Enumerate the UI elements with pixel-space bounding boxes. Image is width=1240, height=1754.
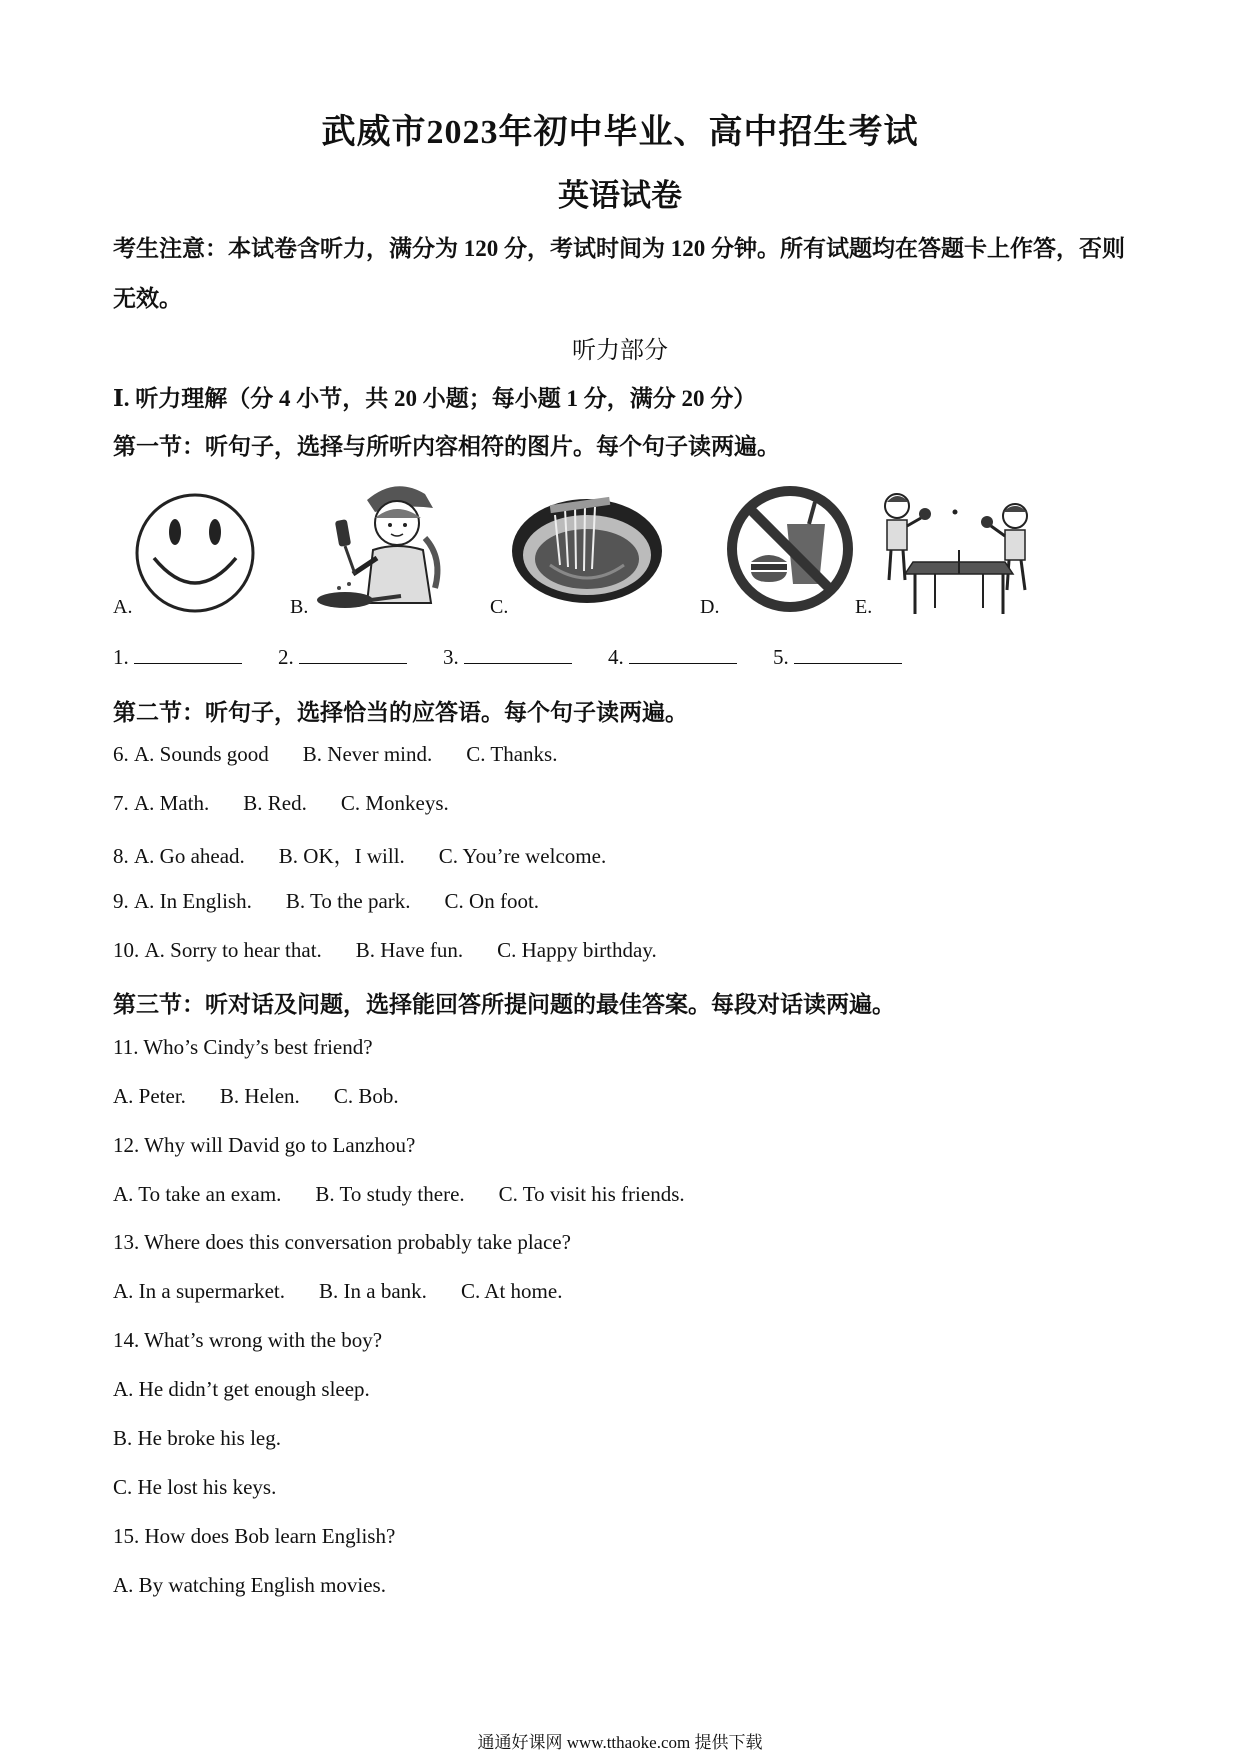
exam-title: 武威市2023年初中毕业、高中招生考试 [321,114,919,151]
question-15-option-a: A. By watching English movies. [113,1573,386,1597]
question-12-options: A. To take an exam. B. To study there. C. To visit his friends. [113,1182,685,1206]
question-14-option-b: B. He broke his leg. [113,1426,281,1450]
picture-label-a: A. [113,596,133,618]
question-7: 7. A. Math. B. Red. C. Monkeys. [113,791,449,815]
question-14: 14. What’s wrong with the boy? [113,1328,383,1352]
table-tennis-icon [875,490,1035,622]
question-13: 13. Where does this conversation probably take place? [113,1230,571,1254]
exam-notice: 考生注意：本试卷含听力，满分为 120 分，考试时间为 120 分钟。所有试题均在答题卡上作答，否则无效。 [113,236,1125,311]
section2-heading: 第二节：听句子，选择恰当的应答语。每个句子读两遍。 [113,700,688,725]
no-food-drink-icon [725,484,855,614]
picture-label-c: C. [490,596,509,618]
question-8: 8. A. Go ahead. B. OK，I will. C. You’re welcome. [113,844,607,868]
question-9: 9. A. In English. B. To the park. C. On foot. [113,889,540,913]
answer-blank-3[interactable]: 3. [443,645,572,670]
section3-heading: 第三节：听对话及问题，选择能回答所提问题的最佳答案。每段对话读两遍。 [113,992,895,1017]
answer-blank-1[interactable]: 1. [113,645,242,670]
question-14-option-c: C. He lost his keys. [113,1475,277,1499]
page-footer: 通通好课网 www.tthaoke.com 提供下载 [477,1733,763,1752]
question-15: 15. How does Bob learn English? [113,1524,396,1548]
question-14-option-a: A. He didn’t get enough sleep. [113,1377,370,1401]
answer-blank-2[interactable]: 2. [278,645,407,670]
section-main-heading: Ⅰ. 听力理解（分 4 小节，共 20 小题；每小题 1 分，满分 20 分） [113,386,757,411]
answer-blank-4[interactable]: 4. [608,645,737,670]
answer-blank-5[interactable]: 5. [773,645,902,670]
picture-label-d: D. [700,596,720,618]
question-10: 10. A. Sorry to hear that. B. Have fun. C. Happy birthday. [113,938,657,962]
exam-subtitle: 英语试卷 [558,178,682,213]
smiley-face-icon [132,490,258,616]
question-6: 6. A. Sounds good B. Never mind. C. Thanks. [113,742,558,766]
part-title: 听力部分 [572,338,668,364]
question-12: 12. Why will David go to Lanzhou? [113,1133,416,1157]
section1-heading: 第一节：听句子，选择与所听内容相符的图片。每个句子读两遍。 [113,434,780,459]
question-11: 11. Who’s Cindy’s best friend? [113,1035,373,1059]
picture-label-b: B. [290,596,309,618]
question-11-options: A. Peter. B. Helen. C. Bob. [113,1084,399,1108]
picture-label-e: E. [855,596,873,618]
question-13-options: A. In a supermarket. B. In a bank. C. At home. [113,1279,563,1303]
girl-cooking-icon [305,478,465,618]
answer-blanks-row [113,645,934,670]
noodles-bowl-icon [510,495,665,607]
